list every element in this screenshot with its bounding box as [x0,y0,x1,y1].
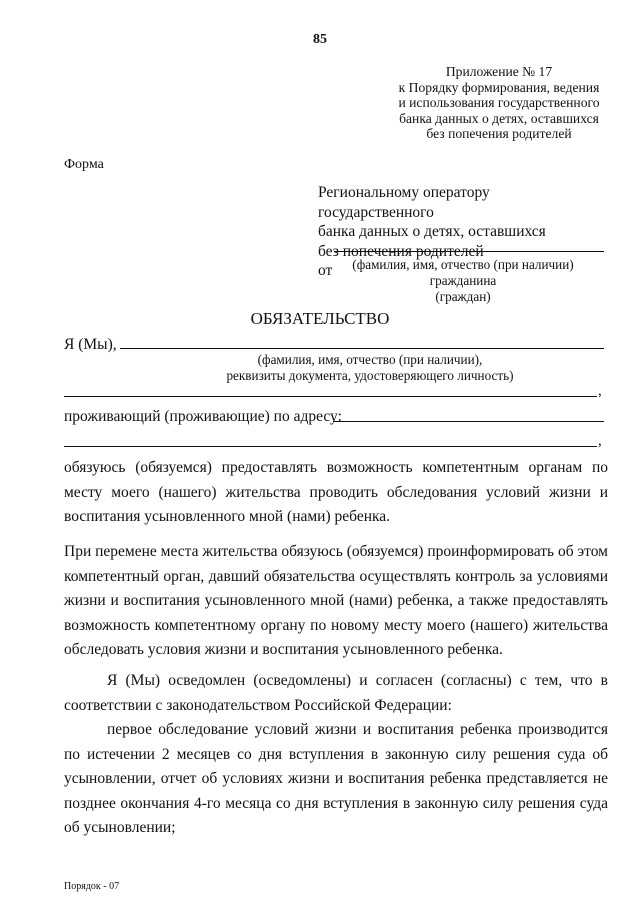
addressee-caption-line: (фамилия, имя, отчество (при наличии) гражданина [352,257,574,288]
addressee-caption [318,257,608,305]
address-field-line-2[interactable] [64,446,597,447]
applicant-caption [150,352,590,384]
appendix-line: банка данных о детях, оставшихся [399,110,599,126]
address-label: проживающий (проживающие) по адресу: [64,408,342,425]
footer-note: Порядок - 07 [64,881,120,892]
addressee-line: банка данных о детях, оставшихся [318,223,546,240]
paragraph-relocation: При перемене места жительства обязуюсь (обязуемся) проинформировать об этом компетентный орган, давший обязательства осуществлять контроль за условиями жизни и воспитания усыновленного мной (нами) ребенка, а также предоставлять возможность компетентному органу по новому месту моего (нашего) жительства обследовать условия жизни и воспитания усыновленного ребенка. [64,543,608,658]
comma: , [598,433,602,449]
applicant-field-line-2[interactable] [64,396,597,397]
appendix-header [392,64,606,142]
addressee-caption-line: (граждан) [435,289,491,304]
from-label: от [318,262,333,279]
appendix-line: без попечения родителей [426,126,572,141]
addressee-line: Региональному оператору государственного [318,184,490,221]
address-field-line[interactable] [333,421,604,422]
appendix-line: к Порядку формирования, ведения [398,79,600,95]
paragraph-acknowledgement: Я (Мы) осведомлен (осведомлены) и согласен (согласны) с тем, что в соответствии с законодательством Российской Федерации: [64,672,608,714]
comma: , [598,383,602,399]
from-field-line[interactable] [334,251,604,252]
applicant-caption-line: реквизиты документа, удостоверяющего личность) [226,368,514,383]
applicant-caption-line: (фамилия, имя, отчество (при наличии), [257,352,483,367]
form-label: Форма [64,157,104,172]
appendix-line: и использования государственного [398,95,600,110]
paragraph-obligation: обязуюсь (обязуемся) предоставлять возможность компетентным органам по месту моего (нашего) жительства проводить обследования условий жизни и воспитания усыновленного мной (нами) ребенка. [64,459,608,525]
appendix-line: Приложение № 17 [445,64,553,79]
page-number: 85 [313,32,327,47]
applicant-field-line[interactable] [120,348,604,349]
applicant-label: Я (Мы), [64,336,117,353]
document-title: ОБЯЗАТЕЛЬСТВО [250,309,390,328]
paragraph-first-inspection: первое обследование условий жизни и воспитания ребенка производится по истечении 2 месяцев со дня вступления в законную силу решения суда об усыновлении, отчет об условиях жизни и воспитания ребенка представляется не позднее окончания 4-го месяца со дня вступления в законную силу решения суда об усыновлении; [64,721,608,836]
addressee-line: без попечения родителей [318,242,484,260]
